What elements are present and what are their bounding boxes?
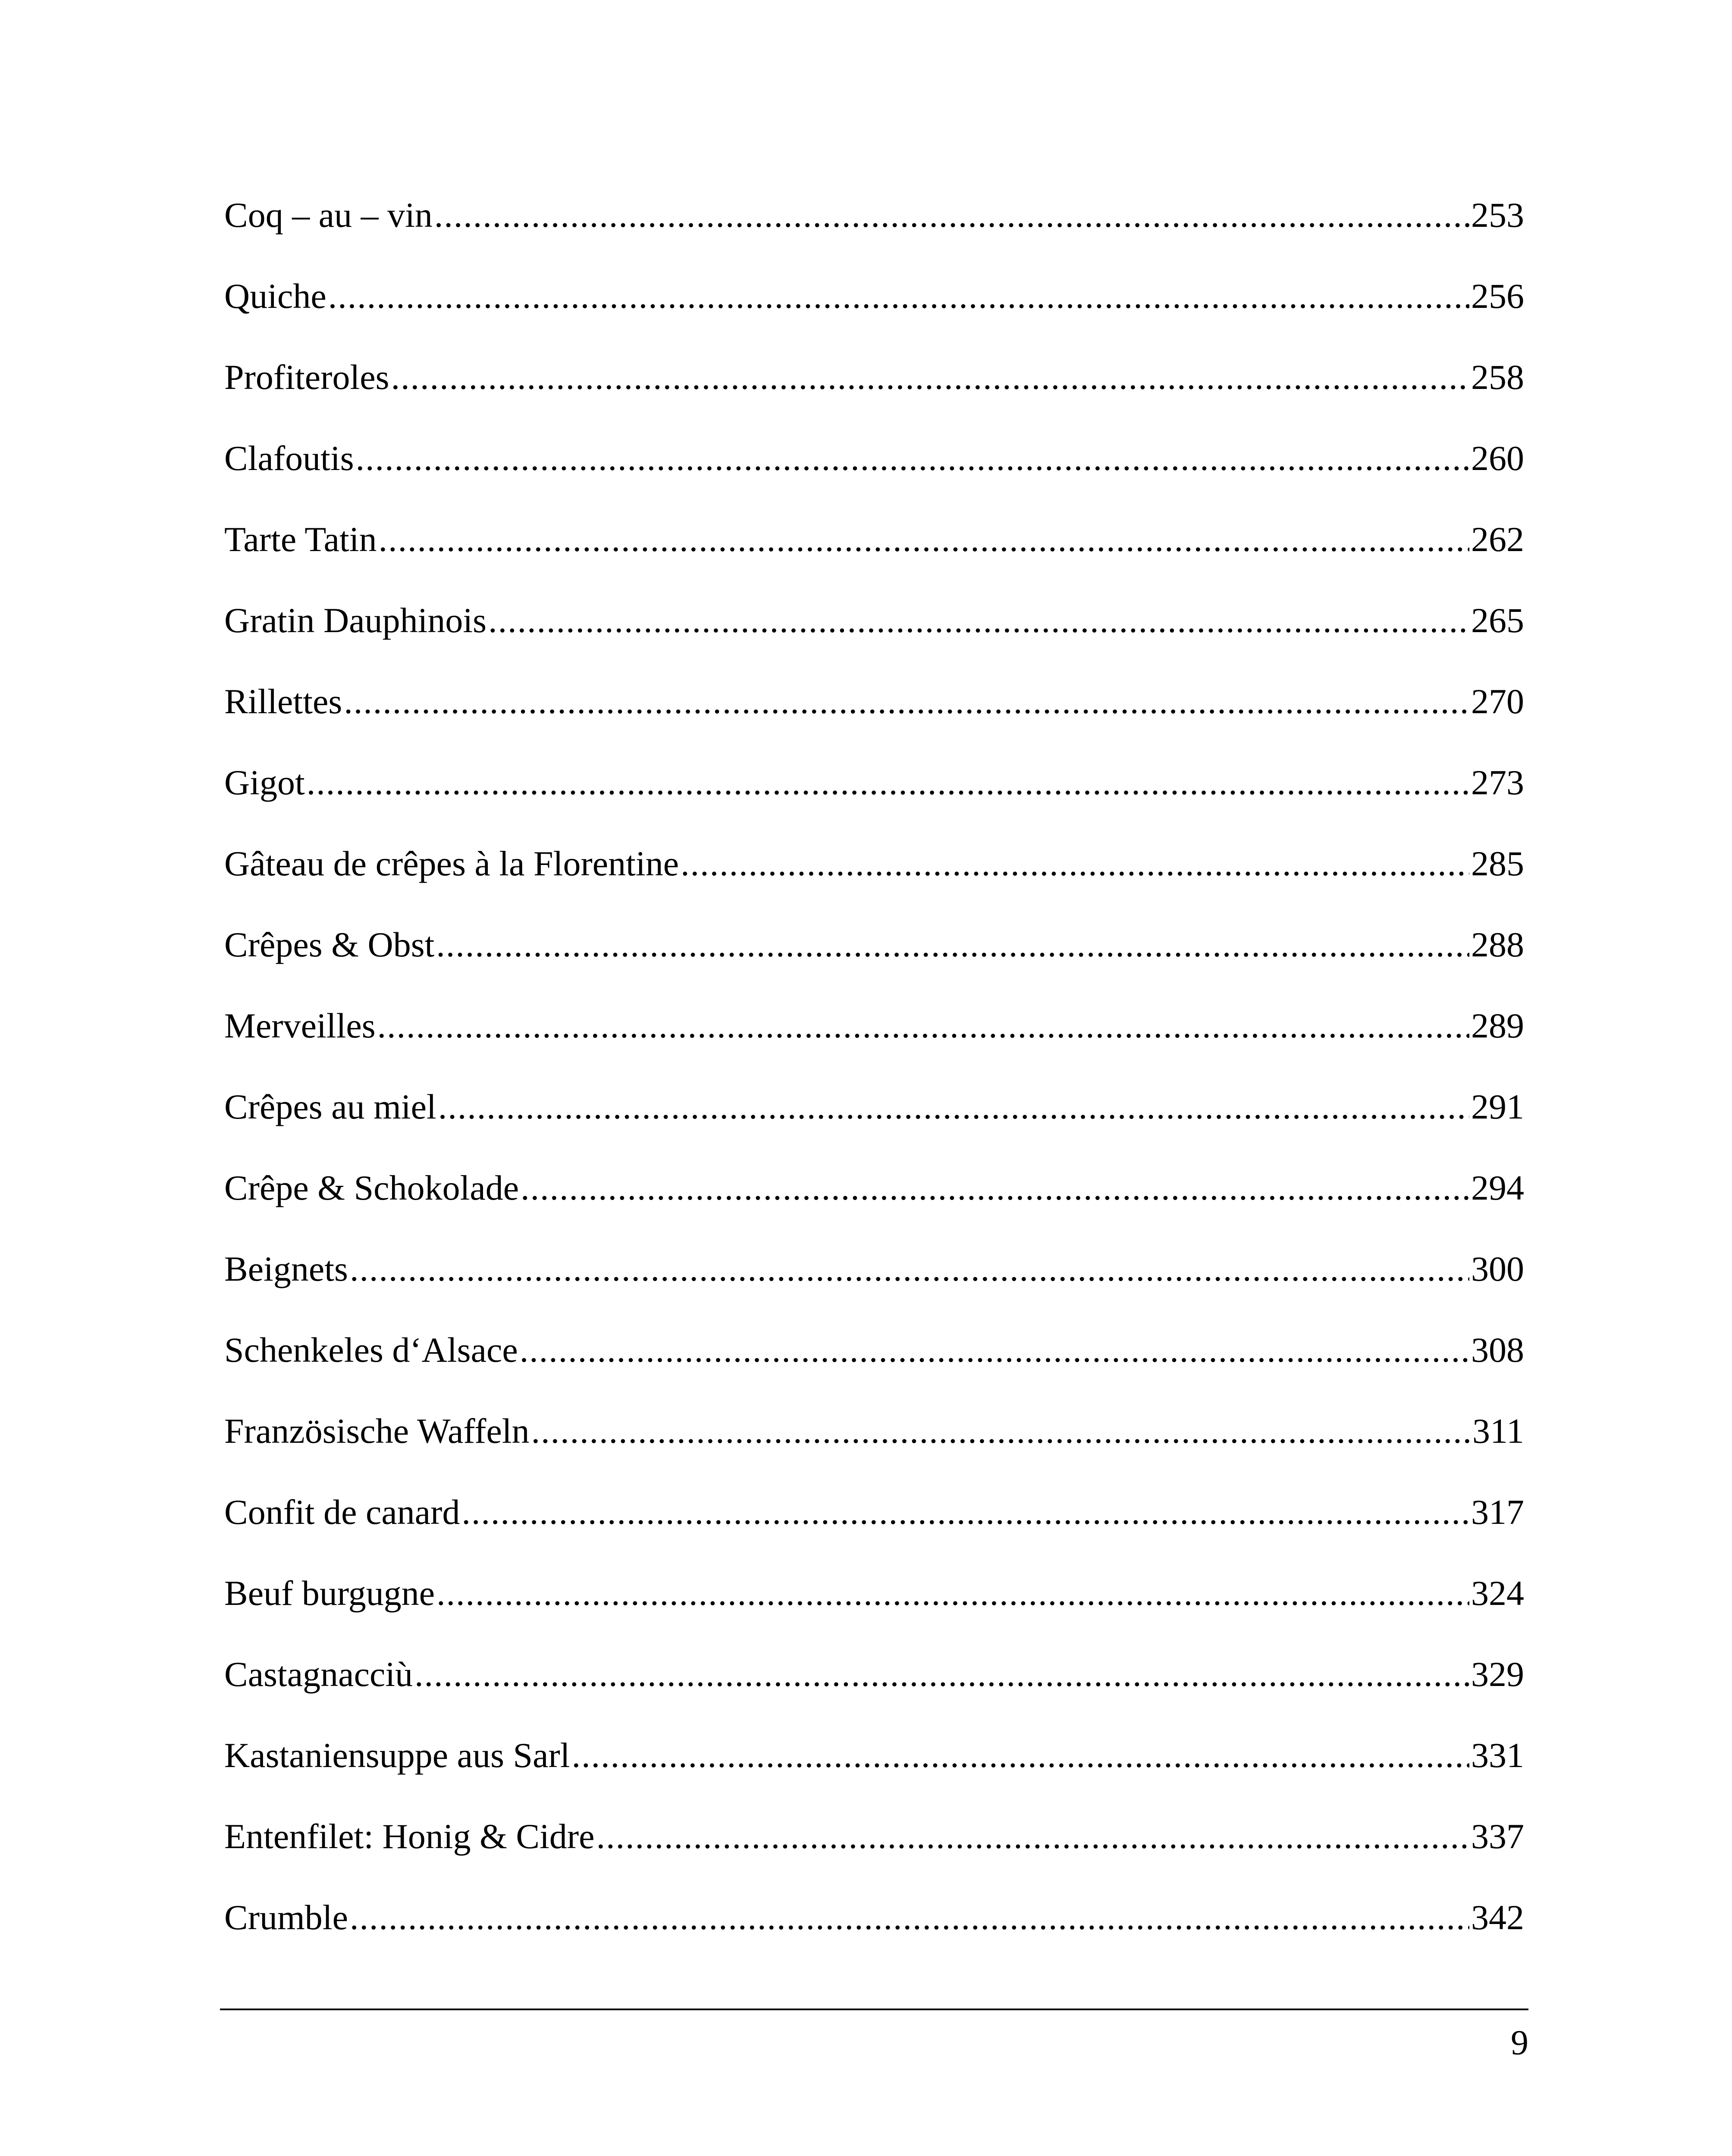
toc-entry-title: Crêpe & Schokolade <box>224 1168 519 1207</box>
toc-entry-title: Kastaniensuppe aus Sarl <box>224 1736 570 1775</box>
table-of-contents <box>224 197 1524 1981</box>
toc-entry-page: 308 <box>1471 1330 1524 1369</box>
toc-dot-leader <box>436 927 1469 962</box>
toc-entry-title: Crêpes & Obst <box>224 925 435 964</box>
toc-dot-leader <box>461 1495 1469 1530</box>
toc-entry-page: 324 <box>1471 1573 1524 1613</box>
toc-entry-page: 273 <box>1471 763 1524 802</box>
toc-entry-page: 317 <box>1471 1492 1524 1532</box>
toc-entry-page: 311 <box>1472 1411 1524 1451</box>
toc-dot-leader <box>350 1251 1469 1287</box>
toc-dot-leader <box>414 1657 1469 1692</box>
toc-dot-leader <box>531 1413 1471 1449</box>
toc-entry-title: Profiteroles <box>224 357 389 397</box>
toc-entry-page: 291 <box>1471 1087 1524 1126</box>
toc-entry-title: Clafoutis <box>224 439 354 478</box>
toc-entry <box>224 927 1524 1008</box>
toc-entry-title: Französische Waffeln <box>224 1411 530 1451</box>
toc-entry-page: 258 <box>1471 357 1524 397</box>
toc-entry-page: 260 <box>1471 439 1524 478</box>
toc-entry-page: 289 <box>1471 1006 1524 1045</box>
toc-entry-page: 270 <box>1471 682 1524 721</box>
toc-entry-page: 262 <box>1471 520 1524 559</box>
toc-dot-leader <box>681 846 1469 881</box>
toc-dot-leader <box>377 1008 1469 1044</box>
toc-entry-title: Crumble <box>224 1898 348 1937</box>
toc-entry-title: Schenkeles d‘Alsace <box>224 1330 518 1369</box>
toc-entry-title: Beignets <box>224 1249 348 1288</box>
toc-entry <box>224 765 1524 846</box>
page-number: 9 <box>1511 2023 1528 2062</box>
toc-entry-title: Confit de canard <box>224 1492 460 1532</box>
toc-entry-title: Gratin Dauphinois <box>224 601 487 640</box>
toc-entry <box>224 1413 1524 1495</box>
toc-dot-leader <box>521 1170 1469 1206</box>
toc-entry <box>224 522 1524 603</box>
toc-entry <box>224 1819 1524 1900</box>
toc-dot-leader <box>488 603 1469 638</box>
toc-entry-title: Merveilles <box>224 1006 376 1045</box>
toc-entry <box>224 1008 1524 1089</box>
toc-entry-title: Quiche <box>224 276 326 316</box>
toc-entry-page: 342 <box>1471 1898 1524 1937</box>
toc-entry <box>224 603 1524 684</box>
toc-entry-title: Entenfilet: Honig & Cidre <box>224 1817 595 1856</box>
toc-entry-title: Crêpes au miel <box>224 1087 436 1126</box>
toc-entry <box>224 1251 1524 1332</box>
toc-entry <box>224 1170 1524 1251</box>
toc-entry <box>224 846 1524 927</box>
toc-dot-leader <box>350 1900 1469 1935</box>
toc-dot-leader <box>391 360 1469 395</box>
toc-dot-leader <box>328 279 1469 314</box>
toc-entry-page: 329 <box>1471 1655 1524 1694</box>
toc-entry-title: Rillettes <box>224 682 342 721</box>
toc-entry-page: 294 <box>1471 1168 1524 1207</box>
toc-entry-title: Castagnacciù <box>224 1655 413 1694</box>
toc-entry-page: 285 <box>1471 844 1524 883</box>
toc-entry <box>224 1089 1524 1170</box>
toc-entry-page: 331 <box>1471 1736 1524 1775</box>
toc-entry <box>224 441 1524 522</box>
toc-entry-title: Coq – au – vin <box>224 195 433 235</box>
footer-divider <box>220 2009 1528 2010</box>
toc-entry <box>224 197 1524 279</box>
toc-entry-page: 300 <box>1471 1249 1524 1288</box>
toc-entry-page: 253 <box>1471 195 1524 235</box>
toc-entry <box>224 276 1524 360</box>
toc-dot-leader <box>572 1738 1469 1773</box>
toc-entry-page: 337 <box>1471 1817 1524 1856</box>
toc-entry <box>224 1738 1524 1819</box>
toc-entry-page: 256 <box>1471 276 1524 316</box>
toc-dot-leader <box>436 1576 1469 1611</box>
toc-dot-leader <box>520 1332 1469 1368</box>
toc-dot-leader <box>307 765 1469 800</box>
toc-entry-page: 265 <box>1471 601 1524 640</box>
toc-dot-leader <box>434 197 1469 233</box>
toc-dot-leader <box>438 1089 1469 1125</box>
toc-entry-page: 288 <box>1471 925 1524 964</box>
toc-entry <box>224 1573 1524 1657</box>
toc-entry <box>224 1492 1524 1576</box>
toc-entry-title: Gâteau de crêpes à la Florentine <box>224 844 679 883</box>
toc-entry-title: Beuf burgugne <box>224 1573 435 1613</box>
toc-entry-title: Tarte Tatin <box>224 520 377 559</box>
toc-dot-leader <box>379 522 1469 557</box>
toc-dot-leader <box>596 1819 1469 1854</box>
toc-dot-leader <box>356 441 1469 476</box>
toc-entry <box>224 1900 1524 1981</box>
toc-entry <box>224 1332 1524 1413</box>
toc-entry <box>224 684 1524 765</box>
toc-entry <box>224 1657 1524 1738</box>
toc-entry-title: Gigot <box>224 763 305 802</box>
toc-dot-leader <box>344 684 1469 719</box>
toc-entry <box>224 357 1524 441</box>
